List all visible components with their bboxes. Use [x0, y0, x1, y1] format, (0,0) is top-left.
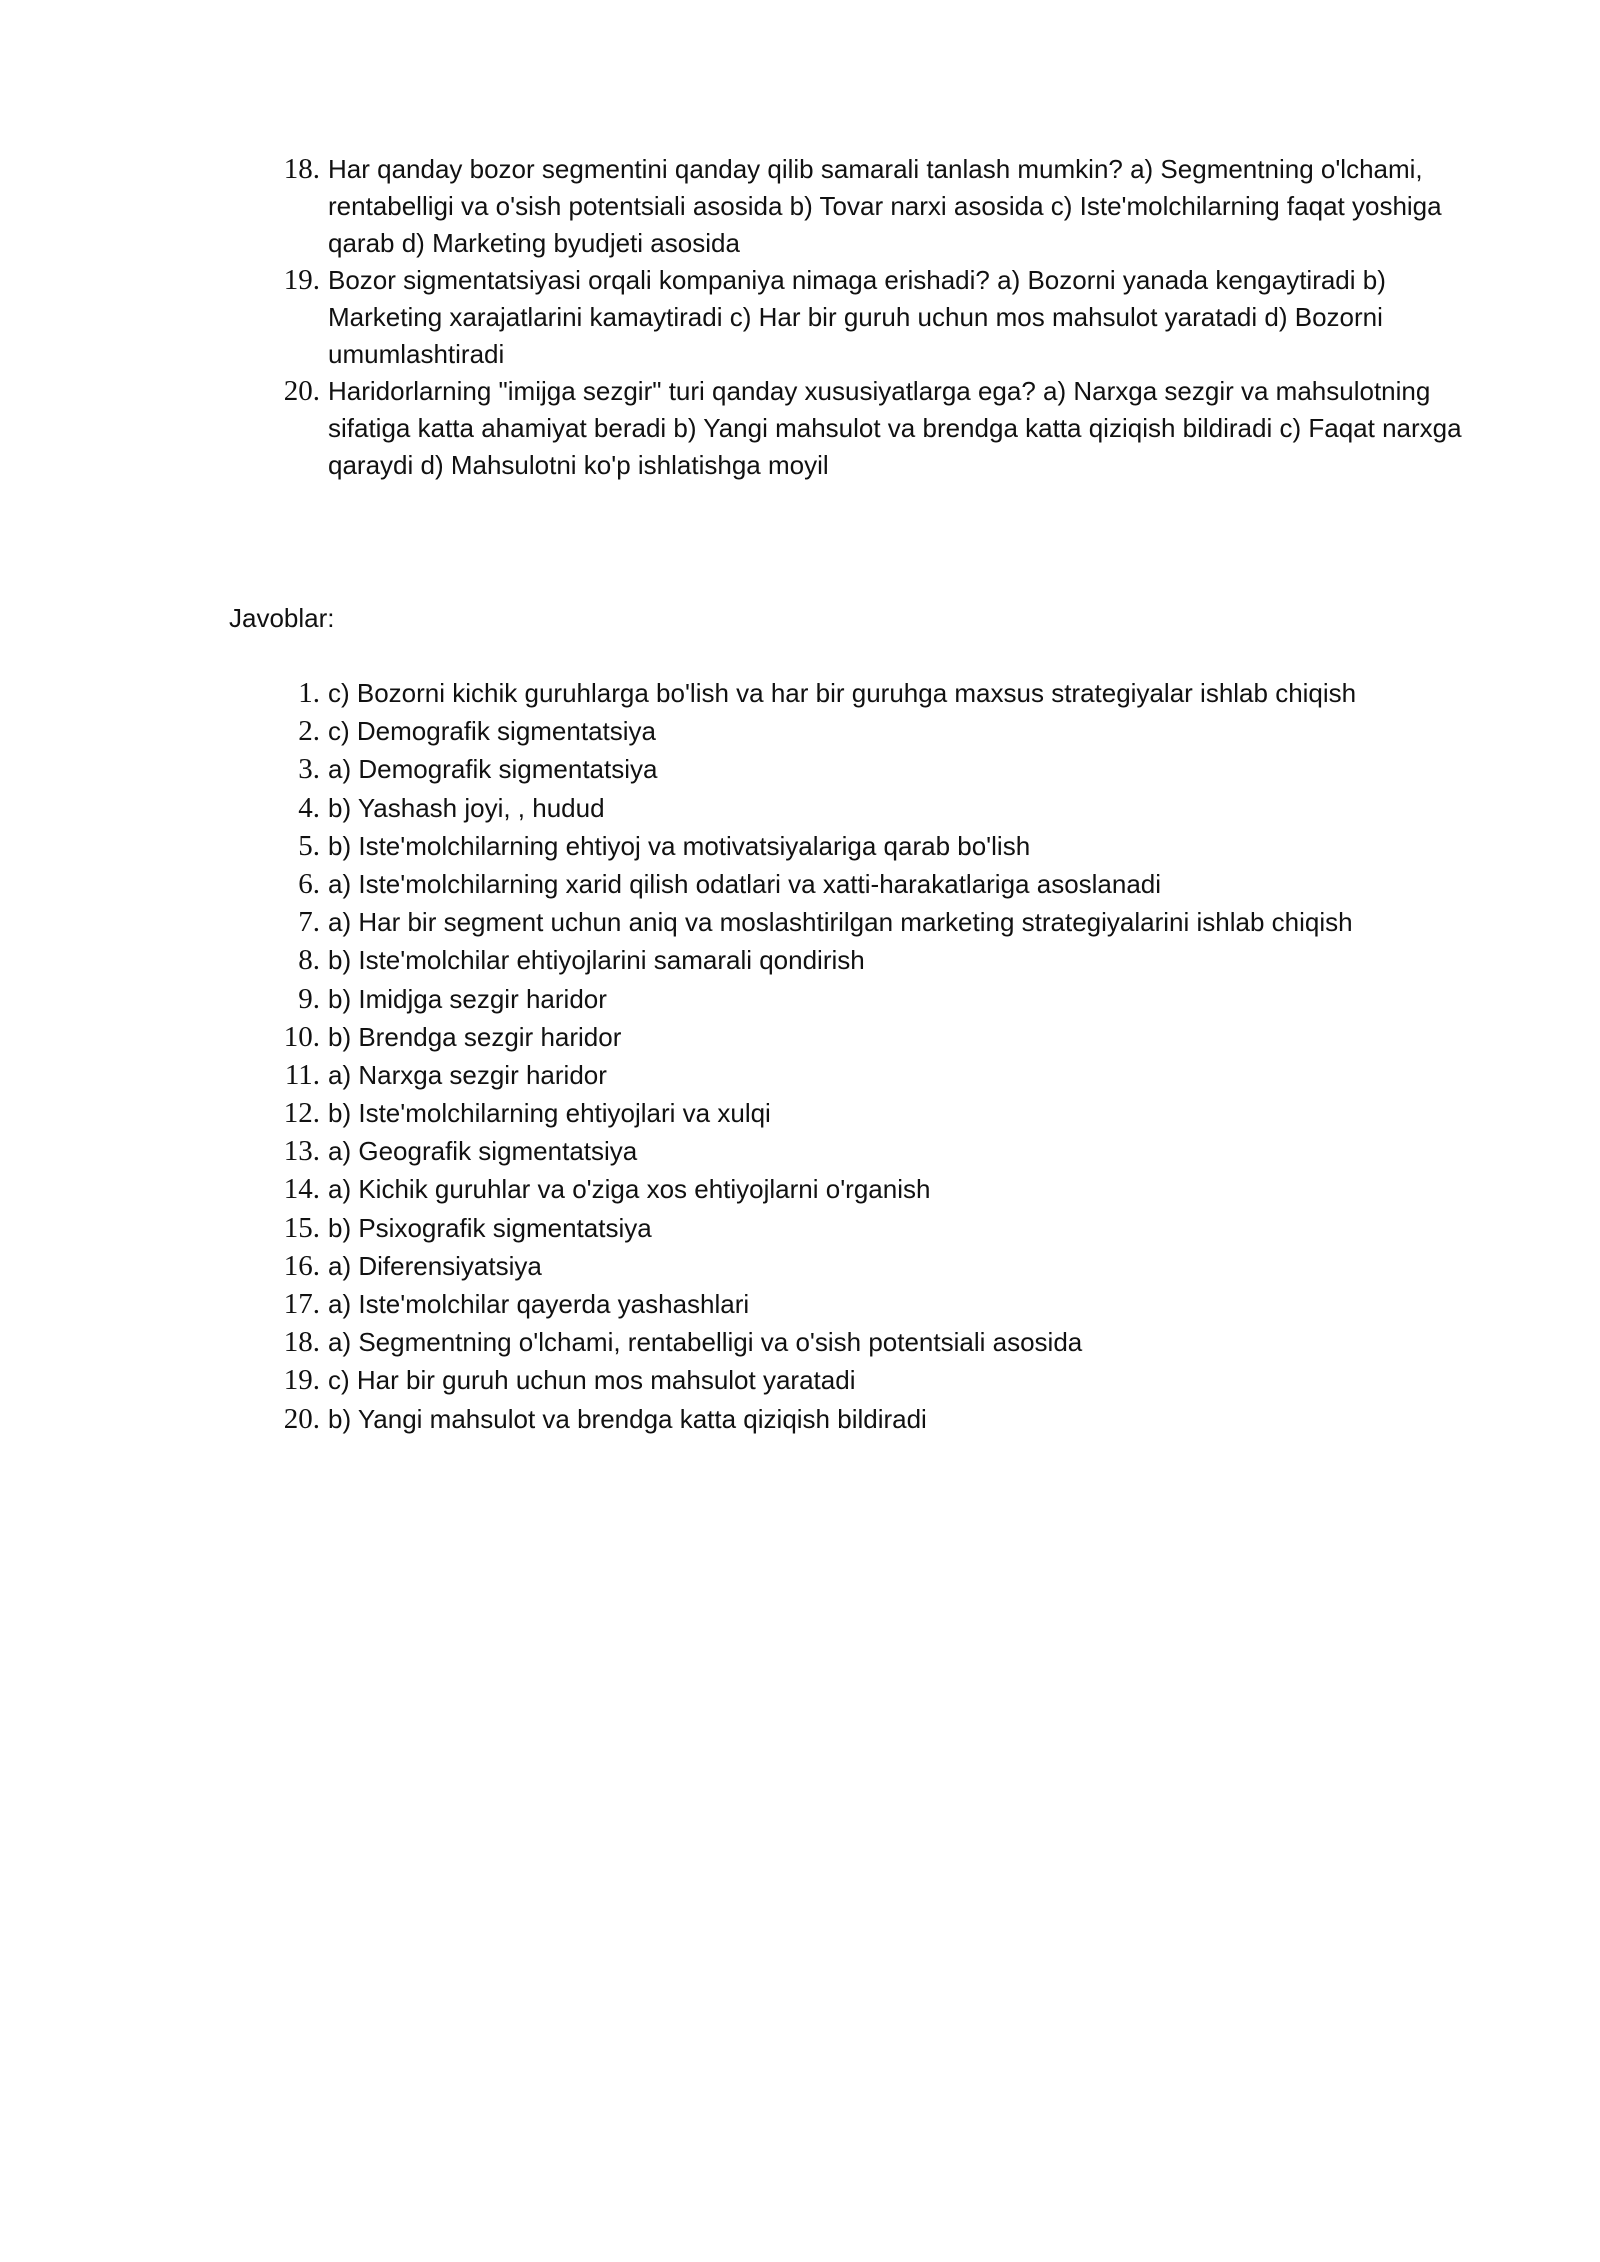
- answer-number: 14.: [283, 1173, 320, 1206]
- answer-number: 3.: [298, 753, 320, 786]
- answer-text: b) Brendga sezgir haridor: [328, 1021, 622, 1052]
- answer-text: b) Yangi mahsulot va brendga katta qiziqish bildiradi: [328, 1403, 927, 1434]
- answer-text: a) Demografik sigmentatsiya: [328, 754, 658, 785]
- answer-item: [0, 1361, 1600, 1399]
- question-number: 20.: [283, 375, 320, 407]
- answer-text: b) Psixografik sigmentatsiya: [328, 1212, 652, 1243]
- answer-text: b) Iste'molchilar ehtiyojlarini samarali qondirish: [328, 945, 865, 976]
- answer-text: b) Iste'molchilarning ehtiyojlari va xulqi: [328, 1098, 771, 1129]
- answer-item: [0, 1094, 1600, 1132]
- answer-text: b) Imidjga sezgir haridor: [328, 983, 607, 1014]
- answer-item: [0, 827, 1600, 865]
- answer-item: [0, 674, 1600, 712]
- question-number: 19.: [283, 264, 320, 296]
- question-number: 18.: [283, 153, 320, 185]
- answer-item: [0, 1323, 1600, 1361]
- answer-number: 1.: [298, 677, 320, 709]
- answer-number: 7.: [298, 906, 320, 939]
- answer-number: 6.: [298, 867, 320, 900]
- answer-text: c) Bozorni kichik guruhlarga bo'lish va har bir guruhga maxsus strategiyalar ishlab chiqish: [328, 678, 1357, 708]
- answers-heading: Javoblar:: [229, 603, 335, 633]
- question-list: [0, 151, 1600, 484]
- answer-text: b) Iste'molchilarning ehtiyoj va motivatsiyalariga qarab bo'lish: [328, 830, 1031, 861]
- answer-item: [0, 789, 1600, 827]
- answer-text: a) Kichik guruhlar va o'ziga xos ehtiyojlarni o'rganish: [328, 1174, 931, 1205]
- answer-number: 12.: [283, 1097, 320, 1130]
- answer-item: [0, 941, 1600, 979]
- answer-text: a) Geografik sigmentatsiya: [328, 1136, 638, 1167]
- answer-text: c) Demografik sigmentatsiya: [328, 716, 656, 747]
- answer-item: [0, 903, 1600, 941]
- question-item: [0, 373, 1600, 484]
- answer-item: [0, 1400, 1600, 1438]
- answer-number: 16.: [283, 1249, 320, 1282]
- answer-number: 4.: [298, 791, 320, 824]
- question-item: [0, 262, 1600, 373]
- answer-number: 8.: [298, 944, 320, 977]
- answer-item: [0, 980, 1600, 1018]
- answer-text: c) Har bir guruh uchun mos mahsulot yaratadi: [328, 1365, 856, 1396]
- answer-text: b) Yashash joyi, , hudud: [328, 792, 605, 823]
- answer-text: a) Har bir segment uchun aniq va moslashtirilgan marketing strategiyalarini ishlab chiqish: [328, 907, 1353, 938]
- answer-number: 5.: [298, 829, 320, 862]
- answer-number: 15.: [283, 1211, 320, 1244]
- question-text: Haridorlarning "imijga sezgir" turi qanday xususiyatlarga ega? a) Narxga sezgir va mahsulotning sifatiga katta ahamiyat beradi b) Yangi mahsulot va brendga katta qiziqish bildiradi c) Faqat narxga qaraydi d) Mahsulotni ko'p ishlatishga moyil: [328, 376, 1462, 480]
- answer-number: 11.: [284, 1058, 320, 1091]
- question-text: Har qanday bozor segmentini qanday qilib samarali tanlash mumkin? a) Segmentning o'lchami, rentabelligi va o'sish potentsiali asosida b) Tovar narxi asosida c) Iste'molchilarning faqat yoshiga qarab d) Marketing byudjeti asosida: [328, 154, 1442, 258]
- answer-number: 17.: [283, 1288, 320, 1320]
- answer-item: [0, 1170, 1600, 1208]
- answer-number: 18.: [283, 1326, 320, 1359]
- answer-list: [0, 674, 1600, 1438]
- answer-item: [0, 1056, 1600, 1094]
- answer-text: a) Diferensiyatsiya: [328, 1250, 542, 1281]
- answer-item: [0, 1209, 1600, 1247]
- answer-number: 19.: [283, 1364, 320, 1397]
- question-text: Bozor sigmentatsiyasi orqali kompaniya nimaga erishadi? a) Bozorni yanada kengaytiradi b) Marketing xarajatlarini kamaytiradi c) Har bir guruh uchun mos mahsulot yaratadi d) Bozorni umumlashtiradi: [328, 265, 1386, 369]
- answer-number: 2.: [298, 715, 320, 748]
- answer-item: [0, 1285, 1600, 1323]
- answer-text: a) Iste'molchilar qayerda yashashlari: [328, 1289, 750, 1319]
- answer-item: [0, 712, 1600, 750]
- answer-item: [0, 1132, 1600, 1170]
- answer-text: a) Narxga sezgir haridor: [328, 1059, 607, 1090]
- answer-number: 13.: [283, 1135, 320, 1168]
- answer-number: 10.: [283, 1020, 320, 1053]
- answer-item: [0, 865, 1600, 903]
- answer-text: a) Segmentning o'lchami, rentabelligi va o'sish potentsiali asosida: [328, 1327, 1083, 1358]
- answer-number: 20.: [283, 1402, 320, 1435]
- answer-item: [0, 1247, 1600, 1285]
- answer-number: 9.: [298, 982, 320, 1015]
- answer-text: a) Iste'molchilarning xarid qilish odatlari va xatti-harakatlariga asoslanadi: [328, 868, 1162, 899]
- answer-item: [0, 1018, 1600, 1056]
- question-item: [0, 151, 1600, 262]
- answer-item: [0, 750, 1600, 788]
